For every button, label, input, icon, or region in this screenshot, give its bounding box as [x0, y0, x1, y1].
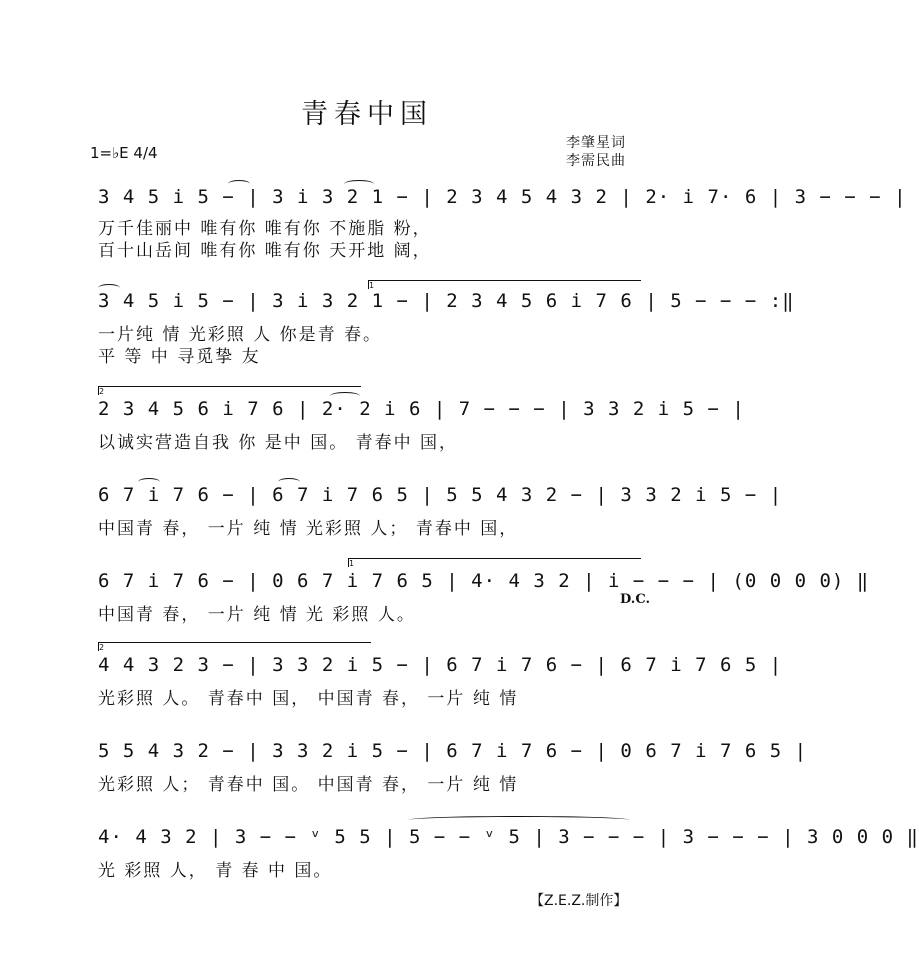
composer: 李需民曲: [566, 153, 626, 169]
lyric-row-6: 光彩照 人。 青春中 国， 中国青 春， 一片 纯 情: [98, 689, 519, 709]
second-ending-bracket: 2: [98, 642, 371, 651]
lyricist: 李肇星词: [566, 135, 626, 151]
lyric-row-8: 光 彩照 人， 青 春 中 国。: [98, 861, 333, 881]
slur: [138, 478, 160, 486]
first-ending-bracket: 1: [348, 558, 641, 567]
lyric-row-2-verse-1: 一片纯 情 光彩照 人 你是青 春。: [98, 325, 383, 345]
slur: [98, 284, 120, 292]
notes-row-1: 3 4 5 i 5 − | 3 i 3 2 1 − | 2 3 4 5 4 3 2 | 2· i 7· 6 | 3 − − − |: [98, 186, 907, 208]
notes-row-7: 5 5 4 3 2 − | 3 3 2 i 5 − | 6 7 i 7 6 − | 0 6 7 i 7 6 5 |: [98, 740, 808, 762]
first-ending-bracket: 1: [368, 280, 641, 289]
da-capo-marking: D.C.: [620, 592, 650, 607]
slur: [330, 392, 360, 400]
notes-row-5: 6 7 i 7 6 − | 0 6 7 i 7 6 5 | 4· 4 3 2 | i − − − | (0 0 0 0) ‖: [98, 570, 870, 592]
lyric-row-3: 以诚实营造自我 你 是中 国。 青春中 国，: [98, 433, 459, 453]
second-ending-bracket: 2: [98, 386, 361, 395]
lyric-row-4: 中国青 春， 一片 纯 情 光彩照 人； 青春中 国，: [98, 519, 519, 539]
notes-row-3: 2 3 4 5 6 i 7 6 | 2· 2 i 6 | 7 − − − | 3 3 2 i 5 − |: [98, 398, 745, 420]
tie: [408, 816, 630, 824]
notes-row-6: 4 4 3 2 3 − | 3 3 2 i 5 − | 6 7 i 7 6 − | 6 7 i 7 6 5 |: [98, 654, 783, 676]
key-signature: 1=♭E 4/4: [90, 144, 158, 162]
lyric-row-5: 中国青 春， 一片 纯 情 光 彩照 人。: [98, 605, 416, 625]
notes-row-2: 3 4 5 i 5 − | 3 i 3 2 1 − | 2 3 4 5 6 i 7 6 | 5 − − − :‖: [98, 290, 795, 312]
lyric-row-7: 光彩照 人； 青春中 国。 中国青 春， 一片 纯 情: [98, 775, 519, 795]
lyric-row-1-verse-1: 万千佳丽中 唯有你 唯有你 不施脂 粉，: [98, 219, 432, 239]
song-title: 青春中国: [301, 99, 433, 130]
maker-credit: 【Z.E.Z.制作】: [530, 893, 628, 909]
slur: [228, 180, 250, 188]
notes-row-8: 4· 4 3 2 | 3 − − ᵛ 5 5 | 5 − − ᵛ 5 | 3 − − − | 3 − − − | 3 0 0 0 ‖: [98, 826, 919, 848]
slur: [344, 180, 374, 188]
lyric-row-2-verse-2: 平 等 中 寻觅挚 友: [98, 347, 261, 367]
notes-row-4: 6 7 i 7 6 − | 6 7 i 7 6 5 | 5 5 4 3 2 − | 3 3 2 i 5 − |: [98, 484, 783, 506]
slur: [278, 478, 300, 486]
lyric-row-1-verse-2: 百十山岳间 唯有你 唯有你 天开地 阔，: [98, 241, 432, 261]
